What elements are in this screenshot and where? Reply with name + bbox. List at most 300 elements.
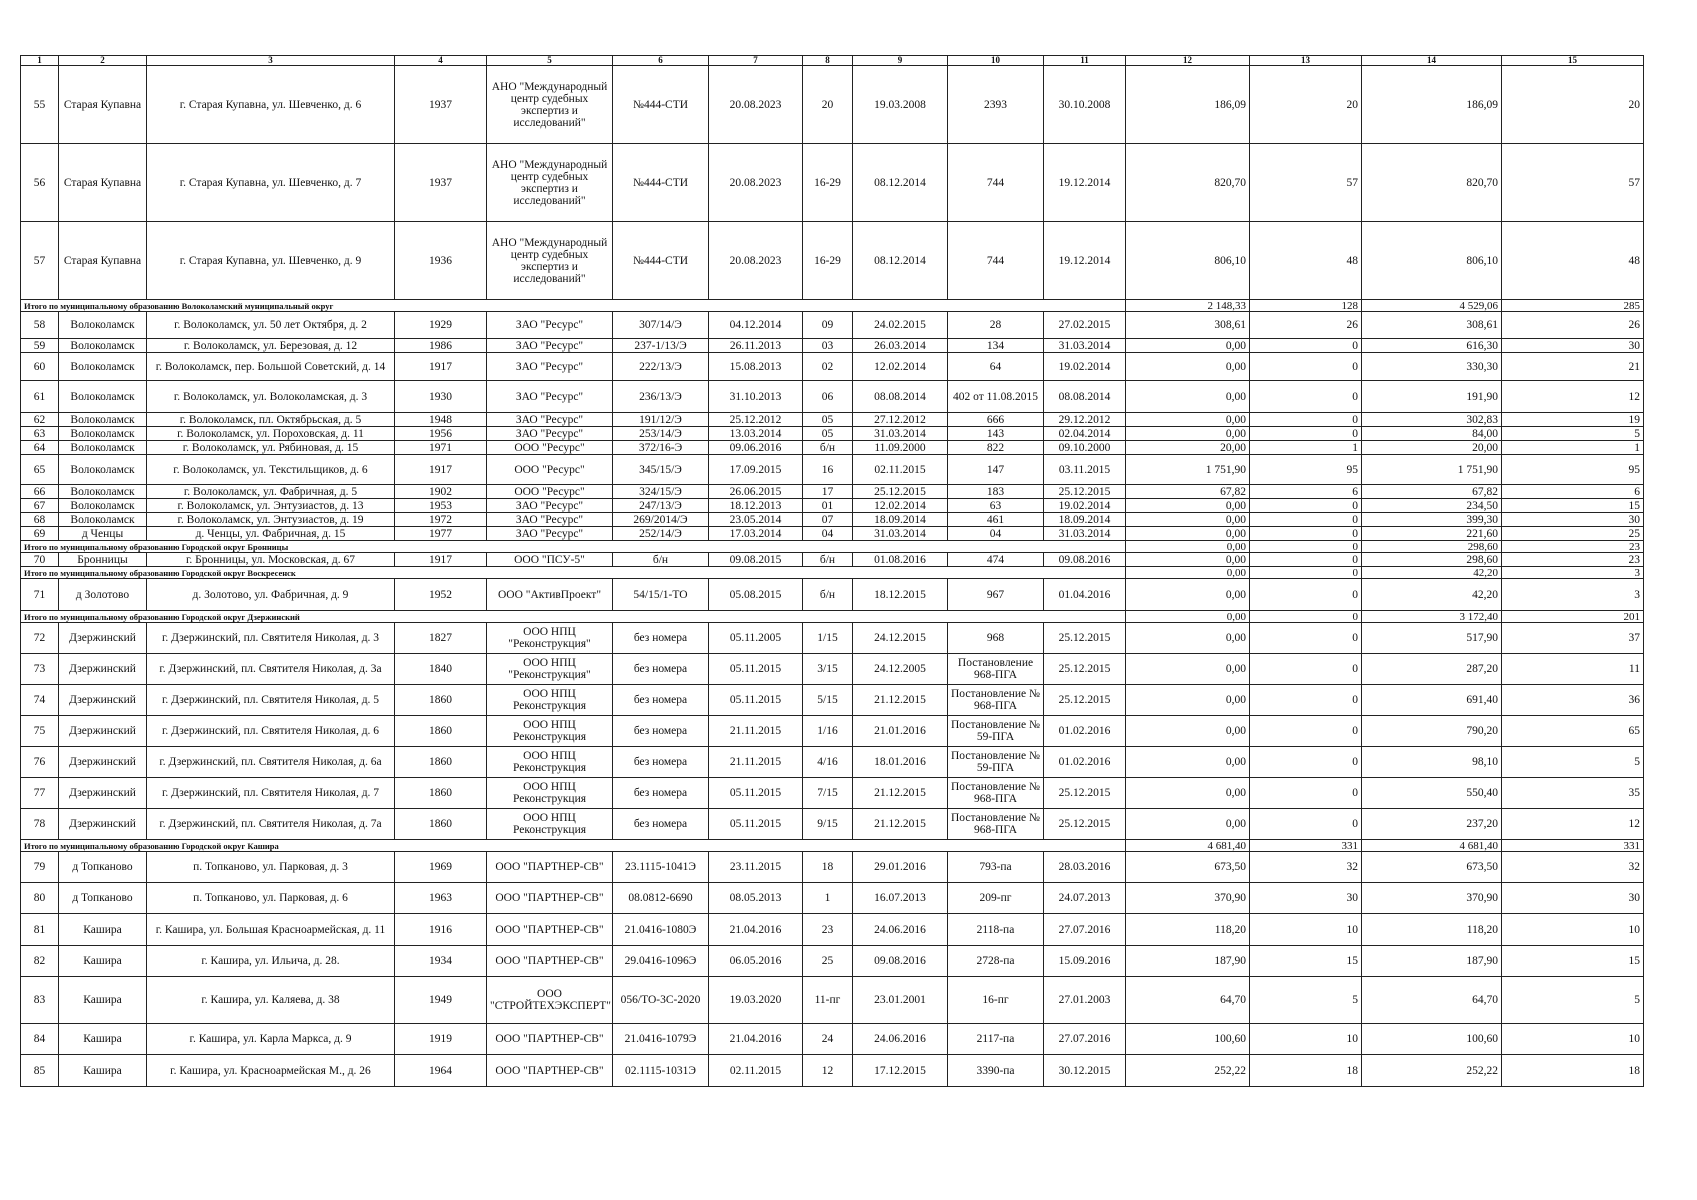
cell-row-number: 74 [21,685,59,716]
cell-expert-org: ЗАО "Ресурс" [487,427,613,441]
cell-decree-date: 25.12.2015 [1044,623,1126,654]
cell-build-year: 1948 [395,413,487,427]
cell-conclusion-number: 23.1115-1041Э [613,852,709,883]
cell-act-date: 27.12.2012 [853,413,948,427]
cell-locality: Волоколамск [59,455,147,485]
cell-area-14: 673,50 [1362,852,1502,883]
cell-decree-date: 03.11.2015 [1044,455,1126,485]
column-number: 2 [59,56,147,66]
cell-conclusion-number: 02.1115-1031Э [613,1055,709,1087]
cell-area-12: 0,00 [1126,513,1250,527]
cell-act-number: 23 [803,914,853,946]
cell-row-number: 59 [21,339,59,353]
cell-row-number: 85 [21,1055,59,1087]
table-row [21,499,1644,513]
column-number-row [21,56,1644,66]
cell-decree-number: Постановление № 968-ПГА [948,778,1044,809]
buildings-table [20,55,1644,1087]
cell-build-year: 1860 [395,685,487,716]
cell-act-date: 24.06.2016 [853,914,948,946]
subtotal-area-12: 4 681,40 [1126,840,1250,852]
cell-conclusion-date: 17.09.2015 [709,455,803,485]
cell-row-number: 62 [21,413,59,427]
cell-decree-date: 27.01.2003 [1044,977,1126,1024]
cell-area-14: 370,90 [1362,883,1502,914]
table-row [21,1024,1644,1055]
cell-conclusion-number: 324/15/Э [613,485,709,499]
cell-act-number: б/н [803,553,853,567]
cell-residents-13: 0 [1250,579,1362,611]
cell-conclusion-number: 345/15/Э [613,455,709,485]
cell-decree-number: 209-пг [948,883,1044,914]
cell-conclusion-date: 21.04.2016 [709,1024,803,1055]
cell-residents-15: 65 [1502,716,1644,747]
cell-conclusion-date: 08.05.2013 [709,883,803,914]
cell-locality: Дзержинский [59,747,147,778]
cell-build-year: 1917 [395,353,487,381]
cell-residents-13: 1 [1250,441,1362,455]
cell-row-number: 78 [21,809,59,840]
cell-address: г. Дзержинский, пл. Святителя Николая, д. 5 [147,685,395,716]
cell-conclusion-date: 21.04.2016 [709,914,803,946]
cell-act-number: 9/15 [803,809,853,840]
cell-locality: Старая Купавна [59,222,147,300]
cell-address: г. Волоколамск, ул. Рябиновая, д. 15 [147,441,395,455]
cell-locality: Волоколамск [59,513,147,527]
cell-area-12: 673,50 [1126,852,1250,883]
cell-build-year: 1919 [395,1024,487,1055]
column-number: 6 [613,56,709,66]
cell-decree-date: 01.02.2016 [1044,716,1126,747]
cell-row-number: 61 [21,381,59,413]
cell-act-date: 31.03.2014 [853,427,948,441]
cell-row-number: 69 [21,527,59,541]
cell-row-number: 83 [21,977,59,1024]
cell-locality: Волоколамск [59,427,147,441]
cell-residents-13: 0 [1250,513,1362,527]
cell-area-14: 64,70 [1362,977,1502,1024]
cell-residents-13: 0 [1250,685,1362,716]
cell-residents-13: 0 [1250,353,1362,381]
cell-residents-15: 10 [1502,914,1644,946]
table-row [21,747,1644,778]
cell-act-date: 12.02.2014 [853,353,948,381]
cell-act-number: б/н [803,441,853,455]
column-number: 12 [1126,56,1250,66]
cell-address: г. Дзержинский, пл. Святителя Николая, д. 7а [147,809,395,840]
cell-area-14: 298,60 [1362,553,1502,567]
cell-row-number: 58 [21,312,59,339]
cell-build-year: 1972 [395,513,487,527]
cell-decree-date: 30.12.2015 [1044,1055,1126,1087]
subtotal-area-14: 298,60 [1362,541,1502,553]
cell-row-number: 77 [21,778,59,809]
table-row [21,312,1644,339]
cell-build-year: 1929 [395,312,487,339]
cell-area-12: 0,00 [1126,716,1250,747]
cell-area-12: 0,00 [1126,499,1250,513]
subtotal-row [21,840,1644,852]
cell-residents-13: 48 [1250,222,1362,300]
cell-address: г. Волоколамск, ул. Текстильщиков, д. 6 [147,455,395,485]
table-row [21,527,1644,541]
cell-build-year: 1956 [395,427,487,441]
cell-expert-org: ЗАО "Ресурс" [487,413,613,427]
cell-area-14: 252,22 [1362,1055,1502,1087]
column-number: 9 [853,56,948,66]
cell-expert-org: ЗАО "Ресурс" [487,353,613,381]
cell-build-year: 1986 [395,339,487,353]
cell-residents-13: 0 [1250,623,1362,654]
cell-residents-15: 21 [1502,353,1644,381]
cell-act-date: 16.07.2013 [853,883,948,914]
cell-locality: Волоколамск [59,381,147,413]
cell-area-14: 234,50 [1362,499,1502,513]
cell-act-number: 02 [803,353,853,381]
cell-locality: Дзержинский [59,654,147,685]
subtotal-label: Итого по муниципальному образованию Волоколамский муниципальный округ [21,300,1126,312]
cell-area-14: 517,90 [1362,623,1502,654]
subtotal-residents-15: 201 [1502,611,1644,623]
cell-row-number: 79 [21,852,59,883]
cell-decree-number: Постановление 968-ПГА [948,654,1044,685]
subtotal-residents-13: 0 [1250,567,1362,579]
cell-area-14: 237,20 [1362,809,1502,840]
cell-act-date: 24.02.2015 [853,312,948,339]
cell-conclusion-date: 05.11.2015 [709,654,803,685]
cell-residents-15: 23 [1502,553,1644,567]
cell-locality: д Топканово [59,883,147,914]
cell-conclusion-number: 372/16-Э [613,441,709,455]
cell-decree-number: Постановление № 59-ПГА [948,747,1044,778]
cell-decree-number: 744 [948,222,1044,300]
cell-decree-date: 25.12.2015 [1044,654,1126,685]
cell-build-year: 1964 [395,1055,487,1087]
cell-act-date: 25.12.2015 [853,485,948,499]
cell-residents-13: 0 [1250,654,1362,685]
table-row [21,339,1644,353]
cell-conclusion-number: 307/14/Э [613,312,709,339]
cell-decree-number: 143 [948,427,1044,441]
cell-conclusion-number: 247/13/Э [613,499,709,513]
cell-locality: Дзержинский [59,623,147,654]
column-number: 13 [1250,56,1362,66]
cell-row-number: 68 [21,513,59,527]
table-row [21,579,1644,611]
cell-decree-number: 474 [948,553,1044,567]
cell-locality: Волоколамск [59,499,147,513]
cell-locality: Бронницы [59,553,147,567]
cell-address: г. Волоколамск, ул. Пороховская, д. 11 [147,427,395,441]
cell-address: г. Кашира, ул. Большая Красноармейская, д. 11 [147,914,395,946]
cell-area-14: 399,30 [1362,513,1502,527]
table-row [21,513,1644,527]
cell-row-number: 56 [21,144,59,222]
cell-address: г. Старая Купавна, ул. Шевченко, д. 7 [147,144,395,222]
cell-act-date: 02.11.2015 [853,455,948,485]
cell-residents-15: 15 [1502,946,1644,977]
cell-decree-number: Постановление № 968-ПГА [948,809,1044,840]
table-row [21,946,1644,977]
cell-decree-number: 147 [948,455,1044,485]
cell-residents-15: 57 [1502,144,1644,222]
cell-decree-number: 134 [948,339,1044,353]
cell-build-year: 1953 [395,499,487,513]
cell-conclusion-date: 04.12.2014 [709,312,803,339]
cell-row-number: 65 [21,455,59,485]
cell-area-12: 0,00 [1126,353,1250,381]
cell-row-number: 81 [21,914,59,946]
cell-act-number: 16 [803,455,853,485]
cell-residents-15: 6 [1502,485,1644,499]
cell-conclusion-number: без номера [613,716,709,747]
cell-act-date: 24.12.2005 [853,654,948,685]
cell-conclusion-number: 21.0416-1079Э [613,1024,709,1055]
table-row [21,1055,1644,1087]
cell-residents-15: 32 [1502,852,1644,883]
cell-expert-org: ООО НПЦ Реконструкция [487,778,613,809]
cell-locality: Дзержинский [59,716,147,747]
subtotal-residents-15: 285 [1502,300,1644,312]
subtotal-area-12: 2 148,33 [1126,300,1250,312]
table-row [21,427,1644,441]
cell-conclusion-number: 222/13/Э [613,353,709,381]
cell-act-number: 12 [803,1055,853,1087]
cell-area-14: 187,90 [1362,946,1502,977]
cell-act-number: 03 [803,339,853,353]
cell-conclusion-number: 29.0416-1096Э [613,946,709,977]
table-row [21,977,1644,1024]
cell-residents-13: 26 [1250,312,1362,339]
cell-conclusion-date: 20.08.2023 [709,222,803,300]
cell-locality: Кашира [59,946,147,977]
register-sheet [20,55,1643,1087]
cell-decree-number: Постановление № 968-ПГА [948,685,1044,716]
cell-act-number: 1 [803,883,853,914]
cell-conclusion-number: без номера [613,747,709,778]
cell-locality: Волоколамск [59,339,147,353]
cell-conclusion-number: 236/13/Э [613,381,709,413]
cell-area-12: 187,90 [1126,946,1250,977]
cell-act-date: 08.12.2014 [853,144,948,222]
cell-residents-15: 3 [1502,579,1644,611]
cell-residents-15: 12 [1502,381,1644,413]
cell-area-12: 0,00 [1126,747,1250,778]
table-row [21,809,1644,840]
cell-decree-date: 09.10.2000 [1044,441,1126,455]
cell-residents-15: 20 [1502,66,1644,144]
cell-decree-date: 28.03.2016 [1044,852,1126,883]
cell-conclusion-number: 253/14/Э [613,427,709,441]
cell-act-date: 18.12.2015 [853,579,948,611]
cell-act-date: 19.03.2008 [853,66,948,144]
cell-decree-date: 27.07.2016 [1044,1024,1126,1055]
subtotal-residents-13: 0 [1250,541,1362,553]
cell-area-12: 0,00 [1126,778,1250,809]
cell-build-year: 1916 [395,914,487,946]
cell-area-14: 118,20 [1362,914,1502,946]
cell-locality: Волоколамск [59,485,147,499]
cell-act-number: 18 [803,852,853,883]
cell-row-number: 71 [21,579,59,611]
cell-act-date: 24.12.2015 [853,623,948,654]
cell-locality: д Золотово [59,579,147,611]
cell-area-14: 691,40 [1362,685,1502,716]
cell-act-number: 24 [803,1024,853,1055]
cell-locality: Волоколамск [59,312,147,339]
cell-residents-15: 26 [1502,312,1644,339]
cell-act-number: 11-пг [803,977,853,1024]
cell-area-14: 1 751,90 [1362,455,1502,485]
cell-act-number: 20 [803,66,853,144]
cell-residents-13: 5 [1250,977,1362,1024]
table-body [21,56,1644,1087]
cell-row-number: 82 [21,946,59,977]
cell-address: г. Кашира, ул. Каляева, д. 38 [147,977,395,1024]
cell-area-12: 308,61 [1126,312,1250,339]
cell-build-year: 1969 [395,852,487,883]
cell-area-12: 0,00 [1126,413,1250,427]
cell-decree-date: 27.07.2016 [1044,914,1126,946]
cell-expert-org: ООО "ПАРТНЕР-СВ" [487,946,613,977]
cell-row-number: 80 [21,883,59,914]
cell-decree-number: Постановление № 59-ПГА [948,716,1044,747]
cell-conclusion-date: 19.03.2020 [709,977,803,1024]
cell-conclusion-date: 02.11.2015 [709,1055,803,1087]
cell-area-14: 98,10 [1362,747,1502,778]
table-row [21,716,1644,747]
cell-conclusion-number: без номера [613,654,709,685]
cell-expert-org: ООО "АктивПроект" [487,579,613,611]
cell-act-date: 08.08.2014 [853,381,948,413]
cell-decree-date: 25.12.2015 [1044,685,1126,716]
column-number: 5 [487,56,613,66]
cell-area-12: 806,10 [1126,222,1250,300]
cell-conclusion-number: №444-СТИ [613,66,709,144]
cell-decree-number: 2728-па [948,946,1044,977]
cell-decree-number: 183 [948,485,1044,499]
cell-residents-15: 95 [1502,455,1644,485]
cell-conclusion-number: б/н [613,553,709,567]
cell-act-date: 01.08.2016 [853,553,948,567]
cell-area-12: 100,60 [1126,1024,1250,1055]
cell-area-12: 0,00 [1126,381,1250,413]
cell-conclusion-number: 056/ТО-3С-2020 [613,977,709,1024]
cell-area-12: 186,09 [1126,66,1250,144]
cell-act-date: 17.12.2015 [853,1055,948,1087]
cell-residents-15: 10 [1502,1024,1644,1055]
cell-expert-org: ООО НПЦ Реконструкция [487,716,613,747]
cell-build-year: 1930 [395,381,487,413]
cell-locality: Кашира [59,914,147,946]
cell-build-year: 1860 [395,716,487,747]
cell-act-date: 08.12.2014 [853,222,948,300]
cell-act-number: 1/16 [803,716,853,747]
cell-act-number: б/н [803,579,853,611]
table-row [21,66,1644,144]
cell-expert-org: ООО "ПСУ-5" [487,553,613,567]
table-row [21,852,1644,883]
cell-decree-number: 967 [948,579,1044,611]
cell-conclusion-date: 21.11.2015 [709,747,803,778]
cell-area-12: 0,00 [1126,579,1250,611]
cell-area-14: 186,09 [1362,66,1502,144]
cell-residents-15: 30 [1502,339,1644,353]
cell-decree-date: 31.03.2014 [1044,339,1126,353]
column-number: 11 [1044,56,1126,66]
cell-act-number: 16-29 [803,222,853,300]
cell-conclusion-date: 20.08.2023 [709,144,803,222]
cell-area-12: 20,00 [1126,441,1250,455]
cell-locality: Дзержинский [59,809,147,840]
cell-locality: д Топканово [59,852,147,883]
cell-build-year: 1860 [395,747,487,778]
cell-residents-15: 30 [1502,513,1644,527]
subtotal-area-14: 4 529,06 [1362,300,1502,312]
cell-residents-13: 0 [1250,527,1362,541]
cell-area-14: 308,61 [1362,312,1502,339]
cell-decree-number: 63 [948,499,1044,513]
cell-area-14: 84,00 [1362,427,1502,441]
cell-residents-15: 1 [1502,441,1644,455]
cell-decree-date: 19.02.2014 [1044,353,1126,381]
cell-act-number: 1/15 [803,623,853,654]
cell-conclusion-date: 05.11.2015 [709,778,803,809]
cell-locality: Кашира [59,1024,147,1055]
cell-area-12: 64,70 [1126,977,1250,1024]
cell-act-number: 04 [803,527,853,541]
table-row [21,778,1644,809]
cell-address: г. Кашира, ул. Ильича, д. 28. [147,946,395,977]
cell-locality: д Ченцы [59,527,147,541]
cell-row-number: 70 [21,553,59,567]
cell-address: г. Кашира, ул. Красноармейская М., д. 26 [147,1055,395,1087]
cell-residents-15: 11 [1502,654,1644,685]
table-row [21,914,1644,946]
cell-residents-15: 36 [1502,685,1644,716]
cell-residents-15: 35 [1502,778,1644,809]
cell-act-number: 7/15 [803,778,853,809]
subtotal-area-12: 0,00 [1126,567,1250,579]
cell-expert-org: ООО "ПАРТНЕР-СВ" [487,1024,613,1055]
cell-decree-number: 28 [948,312,1044,339]
cell-residents-13: 0 [1250,809,1362,840]
cell-conclusion-number: 21.0416-1080Э [613,914,709,946]
cell-expert-org: ООО НПЦ Реконструкция [487,685,613,716]
cell-decree-number: 402 от 11.08.2015 [948,381,1044,413]
cell-locality: Старая Купавна [59,144,147,222]
cell-residents-15: 37 [1502,623,1644,654]
cell-decree-date: 24.07.2013 [1044,883,1126,914]
table-row [21,455,1644,485]
cell-act-number: 16-29 [803,144,853,222]
cell-row-number: 73 [21,654,59,685]
cell-conclusion-date: 06.05.2016 [709,946,803,977]
cell-locality: Волоколамск [59,441,147,455]
cell-address: г. Старая Купавна, ул. Шевченко, д. 9 [147,222,395,300]
cell-address: г. Волоколамск, ул. Волоколамская, д. 3 [147,381,395,413]
subtotal-label: Итого по муниципальному образованию Городской округ Кашира [21,840,1126,852]
subtotal-row [21,567,1644,579]
cell-residents-13: 0 [1250,747,1362,778]
cell-conclusion-date: 23.05.2014 [709,513,803,527]
cell-build-year: 1949 [395,977,487,1024]
cell-residents-13: 6 [1250,485,1362,499]
cell-residents-13: 0 [1250,427,1362,441]
cell-address: г. Волоколамск, ул. Фабричная, д. 5 [147,485,395,499]
cell-conclusion-number: 237-1/13/Э [613,339,709,353]
cell-build-year: 1952 [395,579,487,611]
